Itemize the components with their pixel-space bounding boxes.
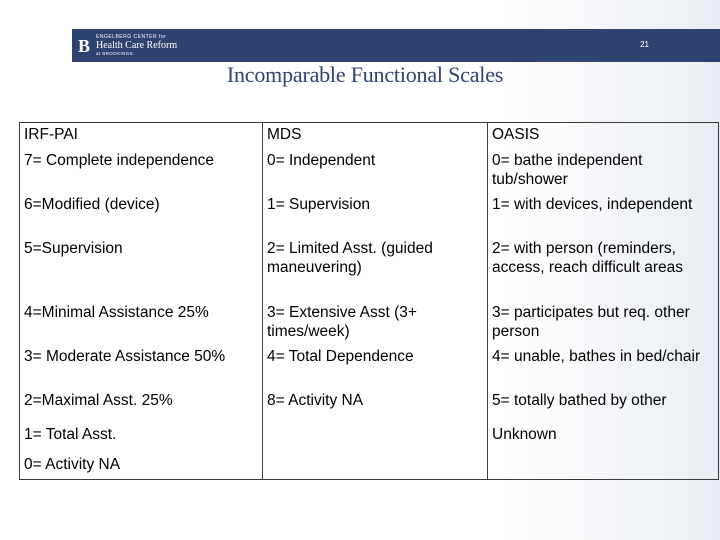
table-cell: 2= Limited Asst. (guided maneuvering): [263, 237, 488, 301]
column-header-mds: MDS: [263, 123, 488, 150]
table-cell: 6=Modified (device): [20, 193, 263, 237]
table-row: [20, 423, 719, 480]
table-cell: 5= totally bathed by other: [488, 389, 719, 423]
logo-text: [96, 35, 177, 57]
table-cell: 4= Total Dependence: [263, 345, 488, 389]
logo-top-line: ENGELBERG CENTER for: [96, 34, 167, 41]
table-cell: 4=Minimal Assistance 25%: [20, 301, 263, 345]
table-cell: 1= with devices, independent: [488, 193, 719, 237]
table-row: [20, 193, 719, 237]
table-row: [20, 389, 719, 423]
logo-main-line: Health Care Reform: [96, 40, 178, 52]
table-cell: 1= Supervision: [263, 193, 488, 237]
table-cell: 0= bathe independent tub/shower: [488, 149, 719, 193]
table-cell: 2= with person (reminders, access, reach difficult areas: [488, 237, 719, 301]
table-cell: 3= Moderate Assistance 50%: [20, 345, 263, 389]
table-cell: 4= unable, bathes in bed/chair: [488, 345, 719, 389]
table-cell: 7= Complete independence: [20, 149, 263, 193]
table-cell-empty: [263, 423, 488, 480]
table-cell-line: 0= Activity NA: [24, 456, 121, 473]
table-row: [20, 149, 719, 193]
table-row: [20, 237, 719, 301]
table-cell: 5=Supervision: [20, 237, 263, 301]
table-cell-line: 1= Total Asst.: [24, 426, 117, 443]
table-cell: 2=Maximal Asst. 25%: [20, 389, 263, 423]
functional-scales-table: [19, 122, 719, 480]
logo-mark-icon: B: [78, 36, 91, 56]
column-header-irf-pai: IRF-PAI: [20, 123, 263, 150]
table-cell: [20, 423, 263, 480]
table-cell: 8= Activity NA: [263, 389, 488, 423]
table-cell: 0= Independent: [263, 149, 488, 193]
table-header-row: [20, 123, 719, 150]
slide-title: Incomparable Functional Scales: [226, 62, 504, 87]
table-row: [20, 301, 719, 345]
table-cell: 3= participates but req. other person: [488, 301, 719, 345]
brookings-logo: [78, 33, 177, 59]
table-cell: Unknown: [488, 423, 719, 480]
table-cell: 3= Extensive Asst (3+ times/week): [263, 301, 488, 345]
logo-bottom-line: at BROOKINGS: [96, 51, 134, 57]
column-header-oasis: OASIS: [488, 123, 719, 150]
page-number: 21: [640, 40, 649, 49]
table-row: [20, 345, 719, 389]
